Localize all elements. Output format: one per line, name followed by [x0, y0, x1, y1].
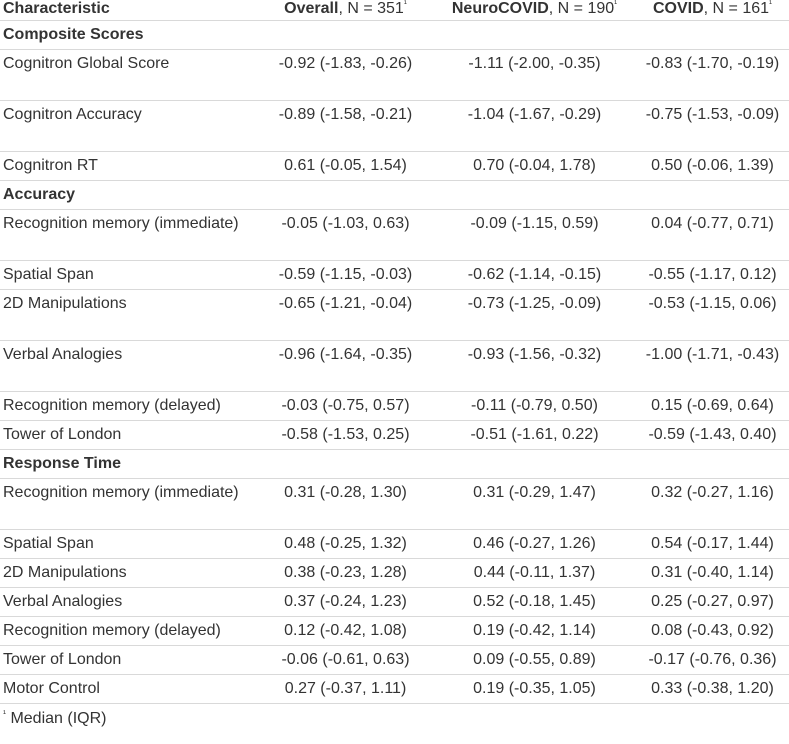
row-neurocovid-value: 0.31 (-0.29, 1.47) — [433, 479, 636, 530]
table-row — [0, 559, 789, 588]
section-empty-cell — [433, 21, 636, 50]
row-covid-value: -0.55 (-1.17, 0.12) — [636, 261, 789, 290]
section-title: Response Time — [0, 450, 258, 479]
table-row — [0, 101, 789, 152]
row-neurocovid-value: 0.46 (-0.27, 1.26) — [433, 530, 636, 559]
row-characteristic: Verbal Analogies — [0, 588, 258, 617]
row-characteristic: Tower of London — [0, 421, 258, 450]
row-covid-value: 0.50 (-0.06, 1.39) — [636, 152, 789, 181]
row-overall-value: -0.89 (-1.58, -0.21) — [258, 101, 433, 152]
row-overall-value: 0.31 (-0.28, 1.30) — [258, 479, 433, 530]
row-covid-value: -0.53 (-1.15, 0.06) — [636, 290, 789, 341]
table-body — [0, 21, 789, 704]
row-neurocovid-value: -0.11 (-0.79, 0.50) — [433, 392, 636, 421]
table-row — [0, 530, 789, 559]
row-characteristic: Cognitron Accuracy — [0, 101, 258, 152]
table-row — [0, 50, 789, 101]
section-empty-cell — [636, 181, 789, 210]
row-characteristic: Recognition memory (immediate) — [0, 479, 258, 530]
header-characteristic: Characteristic — [0, 0, 258, 21]
row-neurocovid-value: -0.09 (-1.15, 0.59) — [433, 210, 636, 261]
table-row — [0, 152, 789, 181]
section-empty-cell — [636, 450, 789, 479]
section-header-row — [0, 450, 789, 479]
footnote-dagger: ¹ — [3, 708, 6, 719]
row-characteristic: Recognition memory (delayed) — [0, 392, 258, 421]
row-characteristic: Recognition memory (delayed) — [0, 617, 258, 646]
header-neuro-dagger: ¹ — [614, 0, 618, 9]
table-row — [0, 392, 789, 421]
row-overall-value: 0.27 (-0.37, 1.11) — [258, 675, 433, 704]
row-characteristic: Cognitron RT — [0, 152, 258, 181]
row-neurocovid-value: 0.44 (-0.11, 1.37) — [433, 559, 636, 588]
row-neurocovid-value: -0.93 (-1.56, -0.32) — [433, 341, 636, 392]
row-characteristic: Tower of London — [0, 646, 258, 675]
table-row — [0, 341, 789, 392]
section-header-row — [0, 21, 789, 50]
row-neurocovid-value: -0.73 (-1.25, -0.09) — [433, 290, 636, 341]
row-covid-value: 0.31 (-0.40, 1.14) — [636, 559, 789, 588]
header-covid-n: , N = 161 — [703, 0, 770, 17]
row-characteristic: Spatial Span — [0, 530, 258, 559]
table-row — [0, 588, 789, 617]
row-overall-value: -0.58 (-1.53, 0.25) — [258, 421, 433, 450]
row-overall-value: -0.65 (-1.21, -0.04) — [258, 290, 433, 341]
header-overall-n: , N = 351 — [338, 0, 404, 17]
row-overall-value: -0.96 (-1.64, -0.35) — [258, 341, 433, 392]
header-covid-dagger: ¹ — [769, 0, 773, 9]
footnote-text: Median (IQR) — [6, 710, 107, 727]
row-overall-value: 0.48 (-0.25, 1.32) — [258, 530, 433, 559]
section-title: Composite Scores — [0, 21, 258, 50]
header-overall-label: Overall — [284, 0, 339, 17]
row-neurocovid-value: -0.62 (-1.14, -0.15) — [433, 261, 636, 290]
row-overall-value: 0.38 (-0.23, 1.28) — [258, 559, 433, 588]
section-empty-cell — [258, 181, 433, 210]
section-empty-cell — [258, 21, 433, 50]
row-neurocovid-value: 0.19 (-0.42, 1.14) — [433, 617, 636, 646]
row-covid-value: -1.00 (-1.71, -0.43) — [636, 341, 789, 392]
section-empty-cell — [433, 450, 636, 479]
row-covid-value: 0.15 (-0.69, 0.64) — [636, 392, 789, 421]
row-covid-value: 0.32 (-0.27, 1.16) — [636, 479, 789, 530]
row-covid-value: 0.33 (-0.38, 1.20) — [636, 675, 789, 704]
row-overall-value: 0.37 (-0.24, 1.23) — [258, 588, 433, 617]
row-covid-value: 0.54 (-0.17, 1.44) — [636, 530, 789, 559]
row-neurocovid-value: 0.19 (-0.35, 1.05) — [433, 675, 636, 704]
row-characteristic: Motor Control — [0, 675, 258, 704]
row-covid-value: -0.17 (-0.76, 0.36) — [636, 646, 789, 675]
header-neuro-label: NeuroCOVID — [451, 0, 549, 17]
row-characteristic: Verbal Analogies — [0, 341, 258, 392]
header-covid-label: COVID — [652, 0, 704, 17]
row-neurocovid-value: -1.11 (-2.00, -0.35) — [433, 50, 636, 101]
row-characteristic: Cognitron Global Score — [0, 50, 258, 101]
row-covid-value: 0.08 (-0.43, 0.92) — [636, 617, 789, 646]
table-row — [0, 617, 789, 646]
row-covid-value: 0.25 (-0.27, 0.97) — [636, 588, 789, 617]
row-overall-value: 0.61 (-0.05, 1.54) — [258, 152, 433, 181]
section-empty-cell — [258, 450, 433, 479]
row-overall-value: -0.05 (-1.03, 0.63) — [258, 210, 433, 261]
table-row — [0, 210, 789, 261]
section-header-row — [0, 181, 789, 210]
row-covid-value: -0.83 (-1.70, -0.19) — [636, 50, 789, 101]
header-row — [0, 0, 789, 21]
row-characteristic: 2D Manipulations — [0, 290, 258, 341]
table-row — [0, 261, 789, 290]
footnote — [0, 704, 789, 733]
row-covid-value: -0.59 (-1.43, 0.40) — [636, 421, 789, 450]
row-overall-value: 0.12 (-0.42, 1.08) — [258, 617, 433, 646]
row-covid-value: -0.75 (-1.53, -0.09) — [636, 101, 789, 152]
row-overall-value: -0.03 (-0.75, 0.57) — [258, 392, 433, 421]
table-row — [0, 290, 789, 341]
row-neurocovid-value: -0.51 (-1.61, 0.22) — [433, 421, 636, 450]
row-neurocovid-value: 0.70 (-0.04, 1.78) — [433, 152, 636, 181]
section-empty-cell — [636, 21, 789, 50]
header-neurocovid — [433, 0, 636, 21]
section-title: Accuracy — [0, 181, 258, 210]
table-row — [0, 421, 789, 450]
header-covid — [636, 0, 789, 21]
row-neurocovid-value: 0.09 (-0.55, 0.89) — [433, 646, 636, 675]
header-neuro-n: , N = 190 — [548, 0, 615, 17]
row-neurocovid-value: -1.04 (-1.67, -0.29) — [433, 101, 636, 152]
table-row — [0, 479, 789, 530]
row-characteristic: Recognition memory (immediate) — [0, 210, 258, 261]
row-overall-value: -0.06 (-0.61, 0.63) — [258, 646, 433, 675]
row-neurocovid-value: 0.52 (-0.18, 1.45) — [433, 588, 636, 617]
row-overall-value: -0.59 (-1.15, -0.03) — [258, 261, 433, 290]
row-overall-value: -0.92 (-1.83, -0.26) — [258, 50, 433, 101]
row-characteristic: Spatial Span — [0, 261, 258, 290]
header-overall-dagger: ¹ — [403, 0, 407, 9]
section-empty-cell — [433, 181, 636, 210]
row-characteristic: 2D Manipulations — [0, 559, 258, 588]
header-overall — [258, 0, 433, 21]
table-row — [0, 675, 789, 704]
row-covid-value: 0.04 (-0.77, 0.71) — [636, 210, 789, 261]
table-row — [0, 646, 789, 675]
